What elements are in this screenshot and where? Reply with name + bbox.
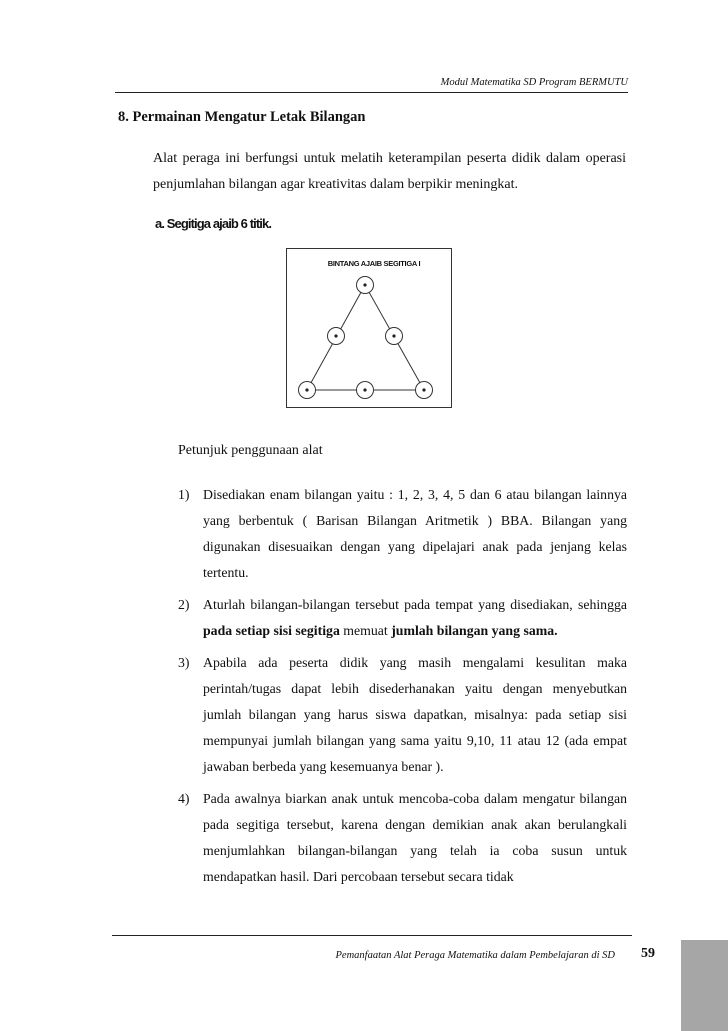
subsection-heading: a. Segitiga ajaib 6 titik. xyxy=(155,216,272,231)
step-text-run: Apabila ada peserta didik yang masih mengalami kesulitan maka perintah/tugas dapat lebih disederhanakan yaitu dengan menyebutkan jumlah bilangan yang harus siswa dapatkan, misalnya: pada setiap sisi mempunyai jumlah bilangan yang sama yaitu 9,10, 11 atau 12 (ada empat jawaban berbeda yang kesemuanya benar ). xyxy=(203,655,627,774)
step-text xyxy=(203,487,627,580)
slot-center-dot xyxy=(363,283,366,286)
header-rule xyxy=(115,92,628,93)
intro-paragraph: Alat peraga ini berfungsi untuk melatih keterampilan peserta didik dalam operasi penjumlahan bilangan agar kreativitas dalam berpikir meningkat. xyxy=(153,151,626,192)
slot-center-dot xyxy=(422,388,425,391)
instruction-step xyxy=(178,786,627,890)
instruction-step xyxy=(178,482,627,586)
instructions-title: Petunjuk penggunaan alat xyxy=(178,443,323,458)
step-text-emphasis: pada setiap sisi segitiga xyxy=(203,623,340,638)
step-text-emphasis: jumlah bilangan yang sama. xyxy=(391,623,558,638)
step-text-run: memuat xyxy=(339,623,392,638)
figure-title: BINTANG AJAIB SEGITIGA I xyxy=(327,259,421,268)
slot-center-dot xyxy=(392,334,395,337)
step-text-run: Aturlah bilangan-bilangan tersebut pada tempat yang disediakan, sehingga xyxy=(203,597,627,612)
step-text-run: Pada awalnya biarkan anak untuk mencoba-coba dalam mengatur bilangan pada segitiga tersebut, karena dengan demikian anak akan berulangkali menjumlahkan bilangan-bilangan yang telah ia coba susun untuk mendapatkan hasil. Dari percobaan tersebut secara tidak xyxy=(203,791,627,884)
slot-center-dot xyxy=(363,388,366,391)
footer-rule xyxy=(112,935,632,936)
step-number: 3) xyxy=(178,655,190,670)
running-header: Modul Matematika SD Program BERMUTU xyxy=(440,77,628,88)
magic-triangle-diagram xyxy=(286,248,452,408)
step-text xyxy=(203,597,627,638)
page-number: 59 xyxy=(641,946,655,961)
instruction-step xyxy=(178,650,627,780)
instruction-step xyxy=(178,592,627,644)
magic-triangle-figure xyxy=(286,248,452,408)
slot-center-dot xyxy=(334,334,337,337)
section-heading: 8. Permainan Mengatur Letak Bilangan xyxy=(118,109,366,125)
step-text xyxy=(203,655,627,774)
step-number: 1) xyxy=(178,487,190,502)
step-number: 4) xyxy=(178,791,190,806)
step-number: 2) xyxy=(178,597,190,612)
step-text-run: Disediakan enam bilangan yaitu : 1, 2, 3, 4, 5 dan 6 atau bilangan lainnya yang berbentuk ( Barisan Bilangan Aritmetik ) BBA. Bilangan yang digunakan disesuaikan dengan yang dipelajari anak pada jenjang kelas tertentu. xyxy=(203,487,627,580)
instruction-steps xyxy=(178,482,627,896)
page-tab-marker xyxy=(681,940,728,1031)
running-footer: Pemanfaatan Alat Peraga Matematika dalam Pembelajaran di SD xyxy=(335,950,615,961)
step-text xyxy=(203,791,627,884)
slot-center-dot xyxy=(305,388,308,391)
